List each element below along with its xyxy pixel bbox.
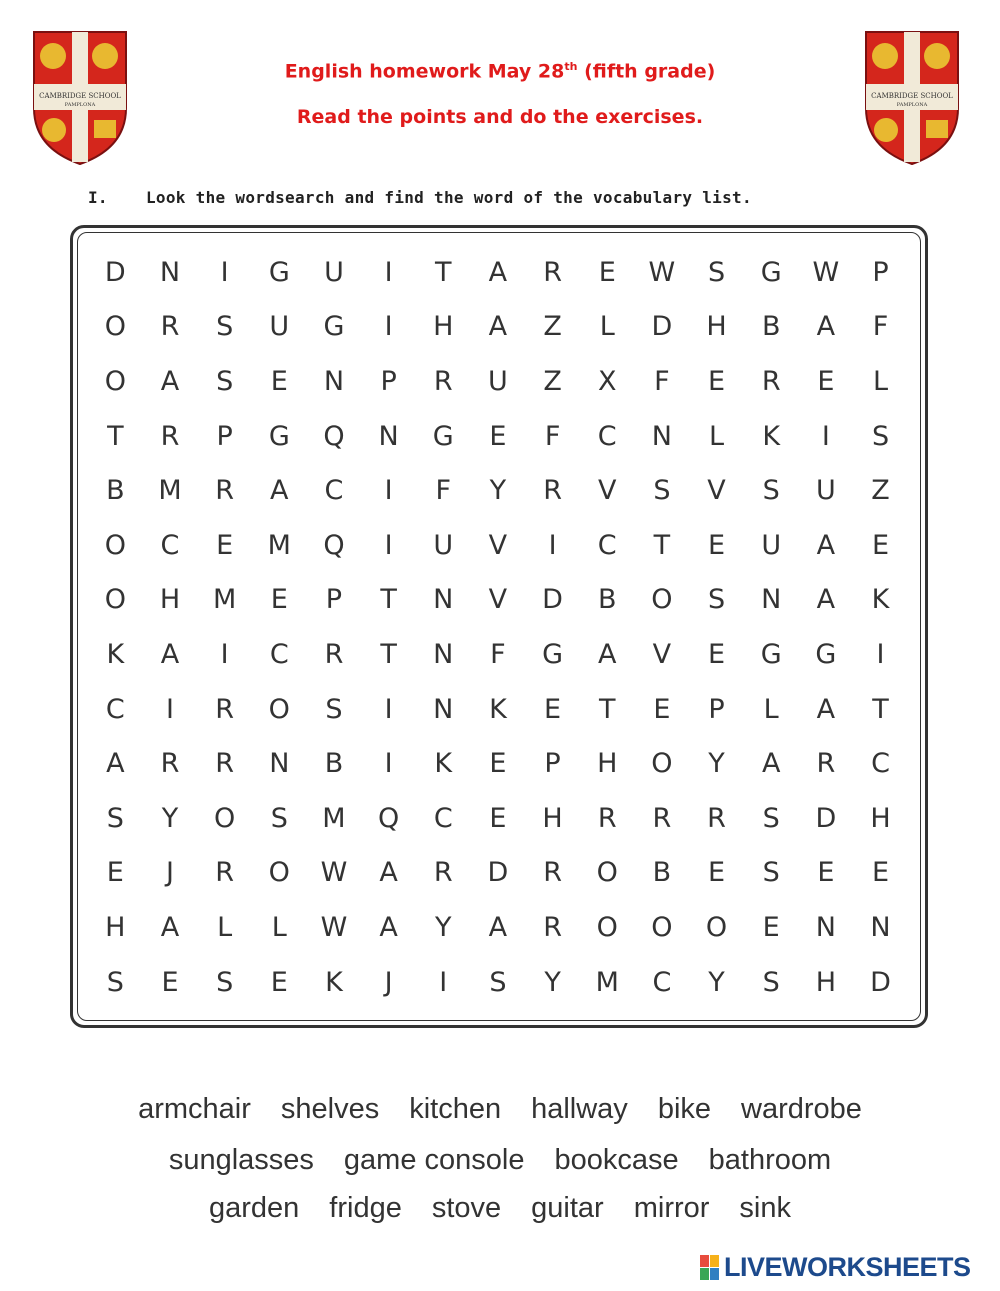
grid-letter[interactable]: R (652, 802, 672, 834)
grid-letter[interactable]: Y (708, 966, 725, 998)
grid-letter[interactable]: B (652, 857, 672, 889)
grid-letter[interactable]: M (212, 584, 237, 616)
vocabulary-word: bike (657, 1093, 712, 1125)
grid-letter[interactable]: O (651, 911, 673, 943)
grid-letter[interactable]: A (106, 748, 125, 780)
exercise-instruction (88, 188, 752, 207)
grid-letter[interactable]: D (104, 256, 126, 288)
grid-letter[interactable]: O (268, 693, 290, 725)
grid-letter[interactable]: E (161, 966, 179, 998)
grid-letter[interactable]: P (708, 693, 725, 725)
grid-letter[interactable]: S (216, 311, 234, 343)
grid-letter[interactable]: R (543, 475, 562, 507)
grid-letter[interactable]: U (324, 256, 344, 288)
grid-letter[interactable]: D (815, 802, 837, 834)
grid-letter[interactable]: O (596, 911, 618, 943)
grid-letter[interactable]: X (597, 365, 617, 397)
grid-letter[interactable]: I (384, 475, 393, 507)
grid-letter[interactable]: E (871, 529, 890, 561)
grid-letter[interactable]: H (105, 911, 126, 943)
grid-letter[interactable]: N (815, 911, 836, 943)
grid-letter[interactable]: R (543, 911, 562, 943)
grid-row (88, 245, 908, 300)
grid-letter[interactable]: M (158, 475, 182, 507)
grid-letter[interactable]: I (876, 638, 885, 670)
grid-letter[interactable]: U (269, 311, 290, 343)
grid-letter[interactable]: R (324, 638, 344, 670)
grid-letter[interactable]: N (433, 693, 454, 725)
grid-letter[interactable]: S (871, 420, 890, 452)
grid-letter[interactable]: A (597, 638, 617, 670)
grid-row (88, 627, 908, 682)
grid-letter[interactable]: P (216, 420, 233, 452)
grid-letter[interactable]: K (489, 693, 507, 725)
grid-letter[interactable]: C (652, 966, 672, 998)
grid-letter[interactable]: I (439, 966, 448, 998)
grid-letter[interactable]: L (709, 420, 725, 452)
grid-letter[interactable]: E (871, 857, 890, 889)
grid-row (88, 900, 908, 955)
grid-letter[interactable]: P (544, 748, 561, 780)
grid-letter[interactable]: T (380, 584, 397, 616)
grid-row (88, 955, 908, 1010)
grid-letter[interactable]: O (104, 529, 126, 561)
vocabulary-row (0, 1192, 1000, 1225)
grid-letter[interactable]: A (379, 857, 398, 889)
grid-letter[interactable]: U (488, 365, 508, 397)
vocabulary-word: bathroom (708, 1144, 832, 1176)
vocabulary-row (0, 1093, 1000, 1126)
grid-letter[interactable]: I (384, 693, 393, 725)
grid-letter[interactable]: U (815, 475, 836, 507)
grid-letter[interactable]: R (215, 475, 235, 507)
grid-letter[interactable]: E (708, 529, 726, 561)
grid-letter[interactable]: S (762, 857, 780, 889)
grid-letter[interactable]: H (433, 311, 454, 343)
grid-letter[interactable]: P (872, 256, 889, 288)
grid-letter[interactable]: I (384, 311, 393, 343)
liveworksheets-brand (700, 1252, 971, 1283)
grid-letter[interactable]: B (324, 748, 344, 780)
grid-letter[interactable]: G (268, 256, 290, 288)
grid-letter[interactable]: E (489, 420, 507, 452)
grid-letter[interactable]: J (384, 966, 393, 998)
vocabulary-word: sunglasses (168, 1144, 314, 1176)
grid-letter[interactable]: H (597, 748, 618, 780)
grid-letter[interactable]: E (489, 748, 507, 780)
grid-letter[interactable]: Y (708, 748, 725, 780)
vocabulary-word: guitar (531, 1192, 604, 1224)
grid-letter[interactable]: R (543, 857, 562, 889)
grid-letter[interactable]: R (543, 256, 562, 288)
grid-letter[interactable]: A (761, 748, 781, 780)
homework-title: English homework May 28th (fifth grade) (284, 60, 716, 83)
grid-letter[interactable]: R (816, 748, 836, 780)
grid-letter[interactable]: W (320, 857, 348, 889)
grid-letter[interactable]: H (870, 802, 891, 834)
grid-letter[interactable]: H (815, 966, 837, 998)
crest-subtext: PAMPLONA (64, 102, 96, 108)
grid-letter[interactable]: R (761, 365, 781, 397)
grid-letter[interactable]: C (433, 802, 453, 834)
vocabulary-word: stove (431, 1192, 502, 1224)
grid-letter[interactable]: E (544, 693, 562, 725)
grid-letter[interactable]: G (542, 638, 564, 670)
grid-letter[interactable]: N (378, 420, 399, 452)
grid-letter[interactable]: G (268, 420, 290, 452)
grid-letter[interactable]: D (542, 584, 563, 616)
grid-row (88, 573, 908, 628)
grid-letter[interactable]: B (106, 475, 125, 507)
grid-letter[interactable]: C (324, 475, 344, 507)
grid-letter[interactable]: G (815, 638, 837, 670)
grid-letter[interactable]: N (269, 748, 290, 780)
grid-letter[interactable]: E (653, 693, 671, 725)
liveworksheets-logo-icon (700, 1255, 720, 1281)
school-crest-right (862, 28, 962, 168)
grid-letter[interactable]: H (159, 584, 181, 616)
grid-letter[interactable]: A (488, 911, 508, 943)
grid-letter[interactable]: R (215, 748, 235, 780)
grid-letter[interactable]: F (544, 420, 561, 452)
grid-letter[interactable]: V (488, 529, 508, 561)
grid-row (88, 682, 908, 737)
grid-letter[interactable]: N (761, 584, 782, 616)
grid-letter[interactable]: A (816, 693, 836, 725)
grid-letter[interactable]: N (159, 256, 181, 288)
crest-text: CAMBRIDGE SCHOOL (871, 92, 953, 100)
grid-letter[interactable]: I (220, 638, 229, 670)
grid-letter[interactable]: T (653, 529, 671, 561)
grid-letter[interactable]: T (872, 693, 889, 725)
grid-letter[interactable]: I (384, 748, 393, 780)
grid-letter[interactable]: H (706, 311, 727, 343)
grid-letter[interactable]: Q (323, 420, 345, 452)
grid-letter[interactable]: T (107, 420, 124, 452)
grid-letter[interactable]: S (106, 966, 124, 998)
grid-letter[interactable]: I (821, 420, 830, 452)
grid-letter[interactable]: T (435, 256, 452, 288)
grid-letter[interactable]: E (817, 857, 835, 889)
vocabulary-word: armchair (138, 1093, 251, 1125)
grid-letter[interactable]: I (166, 693, 174, 725)
grid-letter[interactable]: E (270, 584, 288, 616)
grid-letter[interactable]: S (325, 693, 343, 725)
grid-letter[interactable]: C (597, 529, 617, 561)
grid-letter[interactable]: E (708, 857, 726, 889)
exercise-text: Look the wordsearch and find the word of the vocabulary list. (146, 188, 752, 207)
grid-letter[interactable]: A (270, 475, 289, 507)
grid-letter[interactable]: S (489, 966, 507, 998)
grid-letter[interactable]: E (598, 256, 616, 288)
vocabulary-word: hallway (531, 1093, 628, 1125)
grid-letter[interactable]: A (379, 911, 398, 943)
grid-letter[interactable]: N (433, 584, 454, 616)
grid-letter[interactable]: W (812, 256, 840, 288)
grid-letter[interactable]: S (216, 966, 234, 998)
grid-letter[interactable]: R (160, 748, 180, 780)
grid-letter[interactable]: S (762, 475, 780, 507)
crest-subtext: PAMPLONA (896, 102, 928, 108)
grid-letter[interactable]: C (160, 529, 180, 561)
grid-letter[interactable]: V (707, 475, 726, 507)
grid-letter[interactable]: S (707, 256, 726, 288)
grid-letter[interactable]: D (870, 966, 891, 998)
grid-letter[interactable]: L (763, 693, 779, 725)
grid-letter[interactable]: W (648, 256, 676, 288)
grid-letter[interactable]: R (433, 365, 453, 397)
grid-letter[interactable]: U (761, 529, 782, 561)
grid-letter[interactable]: R (215, 857, 235, 889)
grid-letter[interactable]: L (872, 365, 889, 397)
grid-letter[interactable]: A (160, 911, 180, 943)
grid-letter[interactable]: F (872, 311, 889, 343)
vocabulary-word: fridge (329, 1192, 402, 1224)
grid-letter[interactable]: I (548, 529, 557, 561)
grid-letter[interactable]: C (269, 638, 289, 670)
grid-letter[interactable]: T (598, 693, 616, 725)
grid-letter[interactable]: A (488, 311, 508, 343)
grid-letter[interactable]: R (707, 802, 726, 834)
brand-text: LIVEWORKSHEETS (724, 1252, 971, 1282)
homework-subtitle: Read the points and do the exercises. (296, 106, 704, 128)
grid-letter[interactable]: R (215, 693, 235, 725)
grid-letter[interactable]: M (322, 802, 346, 834)
grid-letter[interactable]: N (433, 638, 454, 670)
grid-letter[interactable]: T (380, 638, 397, 670)
grid-letter[interactable]: C (105, 693, 125, 725)
grid-row (88, 846, 908, 901)
grid-letter[interactable]: W (320, 911, 348, 943)
grid-letter[interactable]: R (160, 311, 180, 343)
vocabulary-row (0, 1144, 1000, 1177)
vocabulary-word: shelves (280, 1093, 380, 1125)
grid-letter[interactable]: C (871, 748, 890, 780)
grid-letter[interactable]: U (433, 529, 454, 561)
grid-letter[interactable]: O (596, 857, 618, 889)
grid-letter[interactable]: C (597, 420, 617, 452)
grid-letter[interactable]: O (651, 584, 673, 616)
wordsearch-grid[interactable] (88, 245, 908, 1009)
grid-letter[interactable]: K (434, 748, 453, 780)
grid-row (88, 463, 908, 518)
grid-letter[interactable]: L (599, 311, 615, 343)
grid-letter[interactable]: E (762, 911, 780, 943)
grid-letter[interactable]: A (160, 638, 180, 670)
grid-letter[interactable]: A (816, 584, 836, 616)
grid-letter[interactable]: E (708, 638, 726, 670)
grid-letter[interactable]: A (816, 529, 836, 561)
grid-letter[interactable]: A (160, 365, 180, 397)
grid-letter[interactable]: L (271, 911, 287, 943)
grid-letter[interactable]: G (760, 638, 782, 670)
vocabulary-word: garden (208, 1192, 300, 1224)
grid-letter[interactable]: E (708, 365, 726, 397)
grid-letter[interactable]: K (762, 420, 781, 452)
grid-letter[interactable]: N (870, 911, 891, 943)
grid-letter[interactable]: I (384, 529, 393, 561)
grid-letter[interactable]: M (267, 529, 291, 561)
grid-letter[interactable]: K (106, 638, 125, 670)
exercise-number: I. (88, 188, 108, 207)
grid-letter[interactable]: V (652, 638, 672, 670)
grid-letter[interactable]: I (384, 256, 393, 288)
grid-letter[interactable]: E (270, 365, 288, 397)
grid-letter[interactable]: O (104, 311, 126, 343)
grid-letter[interactable]: P (325, 584, 343, 616)
grid-letter[interactable]: H (542, 802, 563, 834)
grid-letter[interactable]: M (595, 966, 619, 998)
vocabulary-word: mirror (633, 1192, 710, 1224)
grid-letter[interactable]: E (106, 857, 124, 889)
grid-letter[interactable]: Q (377, 802, 400, 834)
grid-letter[interactable]: E (817, 365, 835, 397)
grid-letter[interactable]: J (166, 857, 174, 889)
grid-letter[interactable]: F (490, 638, 506, 670)
grid-letter[interactable]: Z (543, 365, 562, 397)
grid-letter[interactable]: Y (161, 802, 179, 834)
grid-letter[interactable]: S (707, 584, 726, 616)
vocabulary-word: wardrobe (741, 1093, 862, 1125)
grid-row (88, 409, 908, 464)
grid-row (88, 791, 908, 846)
grid-letter[interactable]: D (651, 311, 673, 343)
grid-letter[interactable]: Y (544, 966, 561, 998)
grid-letter[interactable]: A (816, 311, 836, 343)
grid-letter[interactable]: O (104, 365, 126, 397)
grid-letter[interactable]: O (214, 802, 236, 834)
grid-letter[interactable]: Z (543, 311, 562, 343)
grid-letter[interactable]: F (654, 365, 670, 397)
grid-letter[interactable]: P (380, 365, 397, 397)
grid-letter[interactable]: S (653, 475, 671, 507)
grid-letter[interactable]: I (220, 256, 229, 288)
grid-row (88, 300, 908, 355)
grid-letter[interactable]: R (433, 857, 453, 889)
grid-letter[interactable]: O (651, 748, 673, 780)
grid-letter[interactable]: G (323, 311, 345, 343)
grid-letter[interactable]: O (268, 857, 290, 889)
grid-letter[interactable]: D (487, 857, 509, 889)
grid-letter[interactable]: S (216, 365, 234, 397)
grid-letter[interactable]: S (106, 802, 124, 834)
grid-letter[interactable]: S (762, 802, 780, 834)
grid-letter[interactable]: L (217, 911, 233, 943)
grid-letter[interactable]: Y (435, 911, 452, 943)
grid-letter[interactable]: B (597, 584, 617, 616)
grid-letter[interactable]: G (432, 420, 454, 452)
grid-letter[interactable]: V (597, 475, 617, 507)
vocabulary-word: kitchen (409, 1093, 502, 1125)
grid-letter[interactable]: E (489, 802, 507, 834)
grid-letter[interactable]: O (705, 911, 728, 943)
grid-letter[interactable]: E (216, 529, 234, 561)
grid-letter[interactable]: R (597, 802, 617, 834)
grid-row (88, 518, 908, 573)
grid-letter[interactable]: V (488, 584, 508, 616)
grid-letter[interactable]: Z (871, 475, 890, 507)
school-crest-left (30, 28, 130, 168)
grid-letter[interactable]: K (871, 584, 890, 616)
grid-letter[interactable]: Y (489, 475, 507, 507)
grid-letter[interactable]: K (325, 966, 343, 998)
grid-letter[interactable]: S (270, 802, 288, 834)
grid-letter[interactable]: F (435, 475, 452, 507)
grid-letter[interactable]: A (488, 256, 508, 288)
grid-row (88, 354, 908, 409)
grid-row (88, 736, 908, 791)
grid-letter[interactable]: G (760, 256, 782, 288)
grid-letter[interactable]: Q (323, 529, 345, 561)
grid-letter[interactable]: O (104, 584, 126, 616)
crest-text: CAMBRIDGE SCHOOL (39, 92, 121, 100)
grid-letter[interactable]: B (761, 311, 781, 343)
vocabulary-word: bookcase (554, 1144, 679, 1176)
grid-letter[interactable]: N (651, 420, 672, 452)
vocabulary-word: game console (343, 1144, 525, 1176)
grid-letter[interactable]: S (762, 966, 780, 998)
grid-letter[interactable]: N (323, 365, 345, 397)
grid-letter[interactable]: R (160, 420, 180, 452)
vocabulary-word: sink (739, 1192, 791, 1224)
grid-letter[interactable]: E (270, 966, 288, 998)
